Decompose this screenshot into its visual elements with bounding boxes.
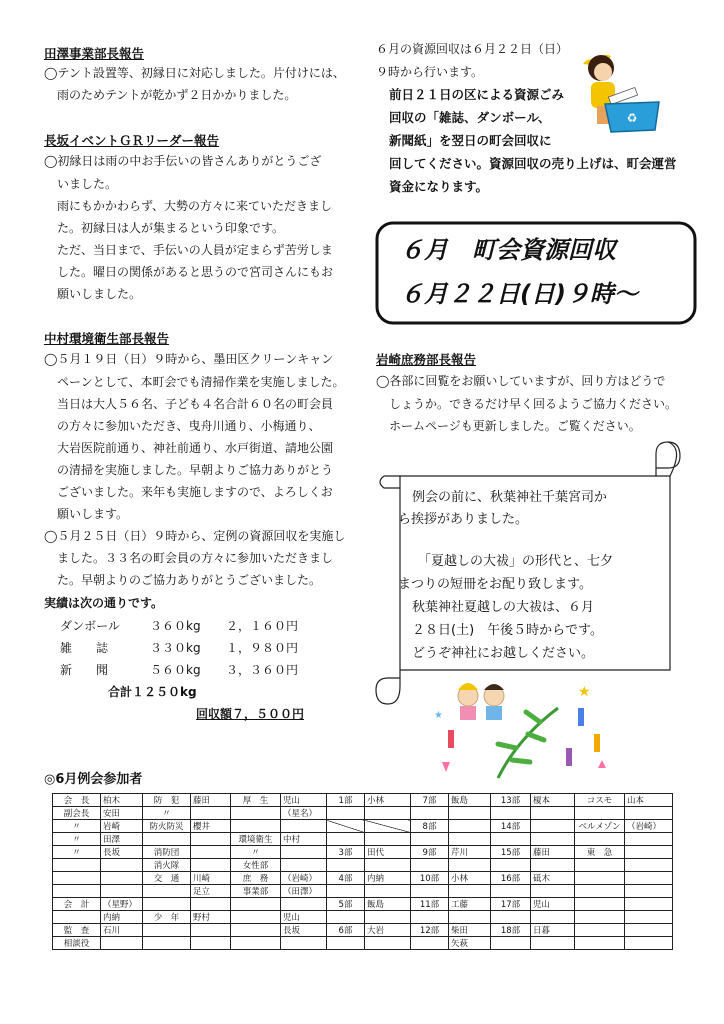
attendance-cell bbox=[191, 937, 231, 950]
section-title-tazawa: 田澤事業部長報告 bbox=[44, 46, 145, 61]
attendance-cell bbox=[575, 833, 625, 846]
attendance-cell bbox=[231, 937, 281, 950]
attendance-cell: 16部 bbox=[491, 872, 531, 885]
attendance-cell bbox=[531, 833, 575, 846]
attendance-cell bbox=[625, 885, 673, 898]
attendance-row bbox=[53, 807, 673, 820]
attendance-cell bbox=[449, 859, 491, 872]
attendance-cell bbox=[531, 911, 575, 924]
attendance-row bbox=[53, 885, 673, 898]
scroll-line: まつりの短冊をお配り致します。 bbox=[398, 577, 592, 592]
attendance-row bbox=[53, 859, 673, 872]
attendance-cell bbox=[531, 859, 575, 872]
attendance-cell: 9部 bbox=[411, 846, 449, 859]
attendance-cell bbox=[281, 898, 327, 911]
attendance-cell: 交 通 bbox=[143, 872, 191, 885]
attendance-cell: 副会長 bbox=[53, 807, 101, 820]
attendance-cell bbox=[191, 807, 231, 820]
attendance-cell: 厚 生 bbox=[231, 794, 281, 807]
attendance-cell: 庶 務 bbox=[231, 872, 281, 885]
attendance-cell: 芹川 bbox=[449, 846, 491, 859]
attendance-row bbox=[53, 820, 673, 833]
attendance-cell: 18部 bbox=[491, 924, 531, 937]
attendance-cell: 櫻井 bbox=[191, 820, 231, 833]
attendance-row bbox=[53, 833, 673, 846]
attendance-cell: 内納 bbox=[101, 911, 143, 924]
scroll-line: ２８日(土) 午後５時からです。 bbox=[412, 623, 603, 638]
paragraph-line: ◯テント設置等、初縁日に対応しました。片付けには、 bbox=[44, 66, 345, 80]
paragraph-line: の清掃を実施しました。早朝よりご協力ありがとう bbox=[57, 463, 334, 477]
announcement-line-2: ６月２２日(日)９時～ bbox=[400, 280, 638, 308]
attendance-cell: 〃 bbox=[53, 833, 101, 846]
attendance-cell: 田代 bbox=[365, 846, 411, 859]
paragraph-line: ◯５月１９日（日）９時から、墨田区クリーンキャン bbox=[44, 352, 334, 366]
attendance-cell bbox=[531, 807, 575, 820]
attendance-cell: 10部 bbox=[411, 872, 449, 885]
attendance-cell bbox=[53, 885, 101, 898]
attendance-cell bbox=[575, 859, 625, 872]
attendance-cell: 12部 bbox=[411, 924, 449, 937]
paragraph-line: ホームページも更新しました。ご覧ください。 bbox=[389, 419, 641, 433]
attendance-cell bbox=[365, 859, 411, 872]
attendance-cell: 藤田 bbox=[191, 794, 231, 807]
tanabata-illustration bbox=[428, 678, 614, 782]
attendance-cell bbox=[191, 924, 231, 937]
attendance-cell: 岩崎 bbox=[101, 820, 143, 833]
paragraph-line: の方々に参加いただき、曳舟川通り、小梅通り、 bbox=[57, 419, 321, 433]
stat-label: 雑 誌 bbox=[60, 641, 109, 655]
svg-text:★: ★ bbox=[434, 710, 443, 721]
attendance-cell: （星名） bbox=[281, 807, 327, 820]
section-title-nakamura: 中村環境衛生部長報告 bbox=[44, 331, 170, 346]
attendance-cell: 飯島 bbox=[449, 794, 491, 807]
attendance-cell: （星野） bbox=[101, 898, 143, 911]
attendance-cell bbox=[327, 911, 365, 924]
paragraph-line: ペーンとして、本町会でも清掃作業を実施しました。 bbox=[57, 375, 345, 389]
attendance-cell bbox=[531, 937, 575, 950]
paragraph-line: ただ、当日まで、手伝いの人員が定まらず苦労しま bbox=[57, 243, 333, 257]
attendance-cell: （岩崎） bbox=[281, 872, 327, 885]
attendance-cell: 〃 bbox=[231, 846, 281, 859]
paragraph-line: いました。 bbox=[57, 177, 118, 191]
paragraph-line: ◯初縁日は雨の中お手伝いの皆さんありがとうござ bbox=[44, 154, 322, 168]
paragraph-line: ◯各部に回覧をお願いしていますが、回り方はどうで bbox=[376, 374, 666, 388]
attendance-cell: 柏木 bbox=[101, 794, 143, 807]
attendance-cell: 消防団 bbox=[143, 846, 191, 859]
attendance-cell bbox=[449, 833, 491, 846]
paragraph-line: ました。３３名の町会員の方々に参加いただきまし bbox=[57, 551, 334, 565]
notice-bold-line: 新聞紙」を翌日の町会回収に bbox=[389, 133, 552, 148]
stat-amount: ３，３６０円 bbox=[226, 663, 299, 677]
results-heading: 実績は次の通りです。 bbox=[44, 596, 164, 610]
attendance-cell: 4部 bbox=[327, 872, 365, 885]
attendance-cell bbox=[625, 859, 673, 872]
attendance-cell bbox=[281, 846, 327, 859]
paragraph-line: 雨にもかかわらず、大勢の方々に来ていただきまし bbox=[57, 199, 333, 213]
attendance-cell bbox=[491, 885, 531, 898]
attendance-cell bbox=[625, 937, 673, 950]
attendance-cell bbox=[449, 911, 491, 924]
attendance-cell: 17部 bbox=[491, 898, 531, 911]
attendance-cell: 児山 bbox=[281, 794, 327, 807]
attendance-cell: 14部 bbox=[491, 820, 531, 833]
attendance-cell: 監 査 bbox=[53, 924, 101, 937]
attendance-cell: 消火隊 bbox=[143, 859, 191, 872]
attendance-cell: 1部 bbox=[327, 794, 365, 807]
attendance-row bbox=[53, 898, 673, 911]
attendance-cell bbox=[365, 911, 411, 924]
attendance-cell: 11部 bbox=[411, 898, 449, 911]
attendance-cell: 防火防災 bbox=[143, 820, 191, 833]
attendance-cell bbox=[625, 872, 673, 885]
attendance-row bbox=[53, 924, 673, 937]
attendance-cell: 長坂 bbox=[101, 846, 143, 859]
attendance-cell bbox=[327, 833, 365, 846]
attendance-cell: 児山 bbox=[531, 898, 575, 911]
attendance-cell bbox=[231, 820, 281, 833]
attendance-cell: 児山 bbox=[281, 911, 327, 924]
notice-bold-line: 資金になります。 bbox=[389, 179, 489, 194]
attendance-cell bbox=[191, 859, 231, 872]
attendance-cell bbox=[143, 833, 191, 846]
section-title-nagasaka: 長坂イベントＧＲリーダー報告 bbox=[44, 133, 220, 148]
attendance-cell bbox=[491, 833, 531, 846]
attendance-cell bbox=[411, 807, 449, 820]
attendance-cell bbox=[327, 885, 365, 898]
attendance-cell: 大岩 bbox=[365, 924, 411, 937]
attendance-cell: コスモ bbox=[575, 794, 625, 807]
attendance-cell bbox=[449, 820, 491, 833]
stat-weight: ３６０kg bbox=[150, 619, 201, 633]
attendance-row bbox=[53, 794, 673, 807]
attendance-cell bbox=[575, 937, 625, 950]
attendance-cell bbox=[575, 885, 625, 898]
attendance-cell bbox=[231, 924, 281, 937]
attendance-cell bbox=[231, 898, 281, 911]
svg-text:★: ★ bbox=[578, 684, 591, 700]
attendance-row bbox=[53, 872, 673, 885]
attendance-cell: 石川 bbox=[101, 924, 143, 937]
attendance-cell bbox=[365, 820, 411, 833]
attendance-cell: 柴田 bbox=[449, 924, 491, 937]
attendance-cell: 会 計 bbox=[53, 898, 101, 911]
attendance-cell: 小林 bbox=[365, 794, 411, 807]
attendance-cell: 6部 bbox=[327, 924, 365, 937]
paragraph-line: ございました。来年も実施しますので、よろしくお bbox=[57, 485, 333, 499]
attendance-cell bbox=[101, 937, 143, 950]
attendance-row bbox=[53, 937, 673, 950]
section-title-iwasaki: 岩崎庶務部長報告 bbox=[376, 352, 477, 367]
attendance-cell bbox=[625, 846, 673, 859]
attendance-cell: 日暮 bbox=[531, 924, 575, 937]
attendance-cell bbox=[191, 833, 231, 846]
attendance-cell: 長坂 bbox=[281, 924, 327, 937]
attendance-cell: 〃 bbox=[53, 820, 101, 833]
stat-amount: ２，１６０円 bbox=[226, 619, 299, 633]
attendance-cell bbox=[411, 937, 449, 950]
scroll-line: 秋葉神社夏越しの大祓は、６月 bbox=[412, 600, 595, 615]
attendance-cell: 野村 bbox=[191, 911, 231, 924]
attendance-cell: 防 犯 bbox=[143, 794, 191, 807]
attendance-cell bbox=[101, 872, 143, 885]
notice-bold-line: 回収の「雑誌、ダンボール、 bbox=[389, 110, 551, 125]
attendance-cell bbox=[625, 833, 673, 846]
stat-total: 合計１２５０kg bbox=[108, 685, 197, 699]
attendance-row bbox=[53, 846, 673, 859]
paragraph-line: た。早朝よりのご協力ありがとうございました。 bbox=[57, 573, 322, 587]
attendance-row bbox=[53, 911, 673, 924]
scroll-line: 「夏越しの大祓」の形代と、七夕 bbox=[418, 554, 614, 569]
attendance-cell bbox=[327, 859, 365, 872]
paragraph-line: た。初縁日は人が集まるという印象です。 bbox=[57, 221, 285, 235]
attendance-cell bbox=[449, 807, 491, 820]
attendance-cell bbox=[143, 924, 191, 937]
attendance-cell: 〃 bbox=[53, 846, 101, 859]
attendance-cell bbox=[491, 807, 531, 820]
attendance-cell: 7部 bbox=[411, 794, 449, 807]
attendance-cell: 環境衛生 bbox=[231, 833, 281, 846]
attendance-cell bbox=[531, 885, 575, 898]
scroll-line: ら挨拶がありました。 bbox=[398, 512, 529, 527]
svg-text:♻: ♻ bbox=[626, 111, 638, 125]
scroll-line: どうぞ神社にお越しください。 bbox=[412, 646, 595, 661]
attendance-cell: 事業部 bbox=[231, 885, 281, 898]
stat-amount: １，９８０円 bbox=[226, 641, 299, 655]
attendance-cell: 榎本 bbox=[531, 794, 575, 807]
paragraph-line: した。曜日の関係があると思うので宮司さんにもお bbox=[57, 265, 334, 279]
attendance-cell bbox=[491, 859, 531, 872]
notice-bold-line: 回してください。資源回収の売り上げは、町会運営 bbox=[389, 156, 677, 171]
attendance-cell bbox=[191, 846, 231, 859]
attendance-cell bbox=[327, 807, 365, 820]
attendance-cell: 小林 bbox=[449, 872, 491, 885]
paragraph-line: しょうか。できるだけ早く回るようご協力ください。 bbox=[389, 397, 678, 411]
notice-line: ９時から行います。 bbox=[376, 65, 484, 79]
attendance-cell bbox=[575, 872, 625, 885]
scroll-line: 例会の前に、秋葉神社千葉宮司か bbox=[412, 490, 608, 505]
attendance-cell: （岩崎） bbox=[625, 820, 673, 833]
attendance-cell bbox=[625, 911, 673, 924]
attendance-cell bbox=[531, 820, 575, 833]
attendance-cell: 8部 bbox=[411, 820, 449, 833]
attendance-cell: 少 年 bbox=[143, 911, 191, 924]
attendance-cell bbox=[281, 820, 327, 833]
attendance-cell bbox=[365, 833, 411, 846]
attendance-cell: 内納 bbox=[365, 872, 411, 885]
attendance-table bbox=[52, 793, 673, 950]
attendance-cell: 足立 bbox=[191, 885, 231, 898]
paragraph-line: ◯５月２５日（日）９時から、定例の資源回収を実施し bbox=[44, 529, 346, 543]
attendance-cell bbox=[327, 937, 365, 950]
attendance-cell: 女性部 bbox=[231, 859, 281, 872]
attendance-cell bbox=[191, 898, 231, 911]
attendance-cell bbox=[491, 911, 531, 924]
attendance-cell bbox=[575, 898, 625, 911]
paragraph-line: 当日は大人５６名、子ども４名合計６０名の町会員 bbox=[57, 397, 334, 411]
attendance-cell: 矢萩 bbox=[449, 937, 491, 950]
attendance-cell bbox=[231, 807, 281, 820]
attendance-cell bbox=[365, 885, 411, 898]
attendance-cell: （田澤） bbox=[281, 885, 327, 898]
paragraph-line: 願いします。 bbox=[57, 507, 129, 521]
attendance-cell bbox=[411, 911, 449, 924]
attendance-cell bbox=[625, 924, 673, 937]
attendance-cell: 会 長 bbox=[53, 794, 101, 807]
attendance-cell: 砥木 bbox=[531, 872, 575, 885]
attendance-cell bbox=[411, 885, 449, 898]
announcement-line-1: ６月 町会資源回収 bbox=[400, 236, 616, 264]
attendance-cell: 工藤 bbox=[449, 898, 491, 911]
attendance-cell bbox=[231, 911, 281, 924]
attendance-cell: 田澤 bbox=[101, 833, 143, 846]
attendance-cell: 藤田 bbox=[531, 846, 575, 859]
attendance-cell bbox=[575, 911, 625, 924]
attendance-cell bbox=[625, 807, 673, 820]
stat-recovered: 回収額７，５００円 bbox=[196, 707, 305, 721]
notice-line: ６月の資源回収は６月２２日（日） bbox=[376, 42, 569, 56]
attendance-cell bbox=[281, 937, 327, 950]
stat-weight: ３３０kg bbox=[150, 641, 201, 655]
recycling-girl-illustration bbox=[575, 44, 675, 136]
attendance-cell: 安田 bbox=[101, 807, 143, 820]
attendance-cell bbox=[53, 911, 101, 924]
stat-label: ダンボール bbox=[60, 619, 120, 633]
paragraph-line: 大岩医院前通り、神社前通り、水戸街道、請地公園 bbox=[57, 441, 334, 455]
attendance-cell bbox=[101, 859, 143, 872]
attendance-cell: 飯島 bbox=[365, 898, 411, 911]
notice-bold-line: 前日２１日の区による資源ごみ bbox=[389, 87, 565, 102]
attendance-cell bbox=[53, 859, 101, 872]
attendance-cell bbox=[625, 898, 673, 911]
attendance-cell: ベルメゾン bbox=[575, 820, 625, 833]
attendance-cell bbox=[365, 937, 411, 950]
paragraph-line: 雨のためテントが乾かず２日かかりました。 bbox=[57, 88, 297, 102]
attendance-cell: 川崎 bbox=[191, 872, 231, 885]
stat-label: 新 聞 bbox=[60, 663, 109, 677]
attendance-cell: 相談役 bbox=[53, 937, 101, 950]
attendance-cell: 5部 bbox=[327, 898, 365, 911]
attendance-cell bbox=[327, 820, 365, 833]
attendance-cell bbox=[575, 807, 625, 820]
attendance-cell bbox=[411, 859, 449, 872]
attendance-cell bbox=[411, 833, 449, 846]
attendance-cell bbox=[365, 807, 411, 820]
attendance-cell: 〃 bbox=[143, 807, 191, 820]
attendance-cell: 3部 bbox=[327, 846, 365, 859]
attendance-cell bbox=[575, 924, 625, 937]
attendance-cell bbox=[449, 885, 491, 898]
attendance-cell bbox=[143, 898, 191, 911]
attendance-cell bbox=[491, 937, 531, 950]
stat-weight: ５６０kg bbox=[150, 663, 201, 677]
attendance-cell bbox=[53, 872, 101, 885]
attendance-cell: 13部 bbox=[491, 794, 531, 807]
attendance-title: ◎6月例会参加者 bbox=[44, 772, 143, 787]
attendance-cell bbox=[143, 937, 191, 950]
attendance-cell: 東 急 bbox=[575, 846, 625, 859]
attendance-cell: 15部 bbox=[491, 846, 531, 859]
paragraph-line: 願いしました。 bbox=[57, 287, 142, 301]
attendance-cell: 山本 bbox=[625, 794, 673, 807]
attendance-cell bbox=[143, 885, 191, 898]
attendance-cell: 中村 bbox=[281, 833, 327, 846]
attendance-cell bbox=[281, 859, 327, 872]
attendance-cell bbox=[101, 885, 143, 898]
